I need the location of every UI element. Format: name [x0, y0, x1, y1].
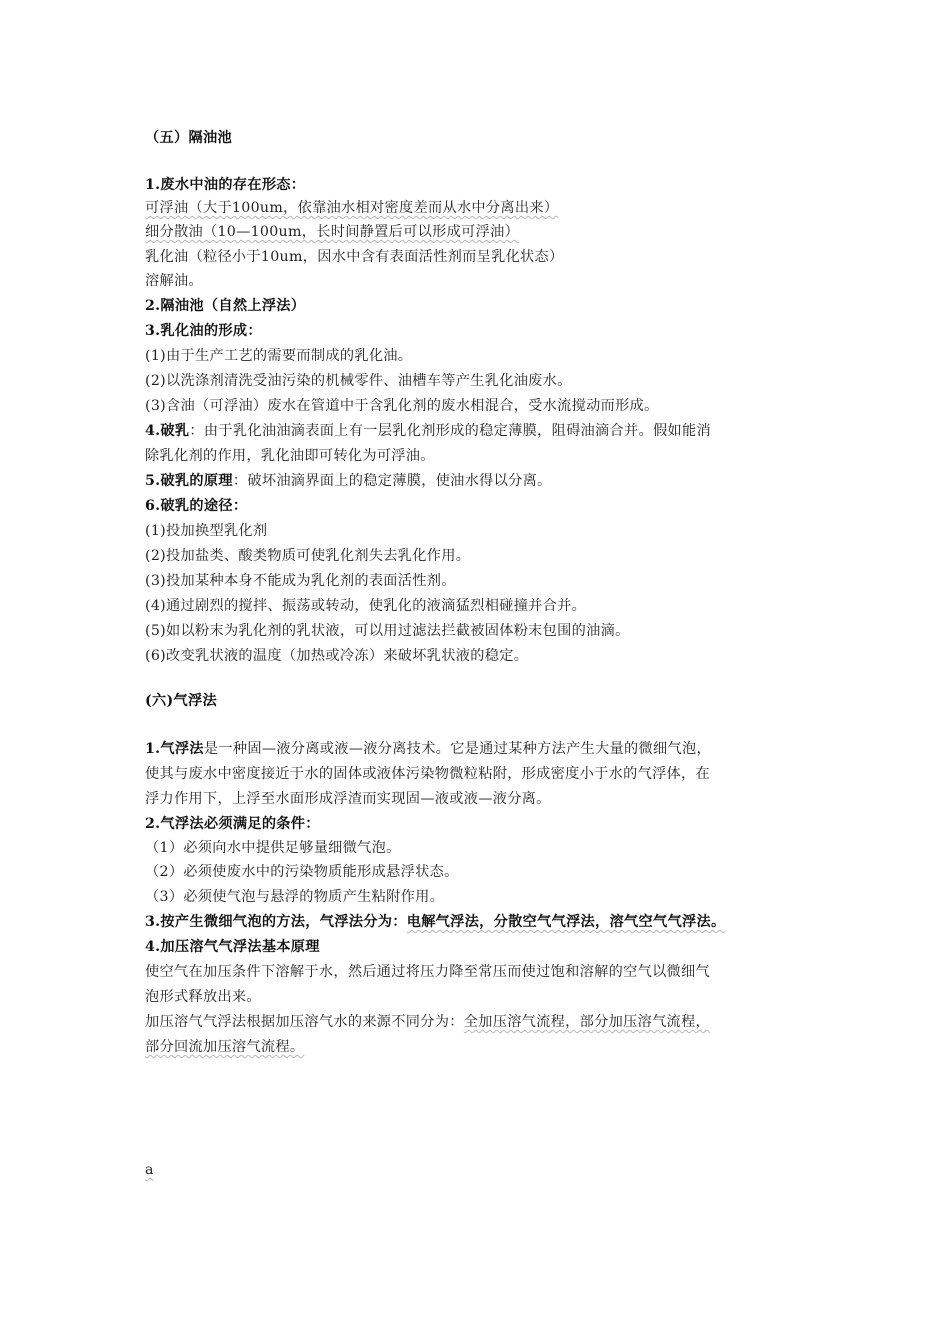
demulsification-label: 4.破乳 [145, 423, 190, 439]
method-item-5: (5)如以粉末为乳化剂的乳状液，可以用过滤法拦截被固体粉末包围的油滴。 [145, 623, 630, 639]
formation-item-3: (3)含油（可浮油）废水在管道中于含乳化剂的废水相混合，受水流搅动而形成。 [145, 398, 659, 414]
method-item-4: (4)通过剧烈的搅拌、振荡或转动，使乳化的液滴猛烈相碰撞并合并。 [145, 598, 587, 614]
condition-item-3: （3）必须使气泡与悬浮的物质产生粘附作用。 [145, 889, 445, 905]
oil-type-floatable-text: 可浮油（大于100um，依靠油水相对密度差而从水中分离出来） [145, 200, 559, 216]
heading-oil-separator-method: 2.隔油池（自然上浮法） [145, 298, 306, 314]
classification-types: 电解气浮法，分散空气气浮法，溶气空气气浮法。 [406, 914, 726, 930]
method-item-1: (1)投加换型乳化剂 [145, 523, 268, 539]
pressurized-process-types-cont [145, 1037, 304, 1057]
method-item-6: (6)改变乳状液的温度（加热或冷冻）来破坏乳状液的稳定。 [145, 648, 529, 664]
method-item-3: (3)投加某种本身不能成为乳化剂的表面活性剂。 [145, 573, 456, 589]
section-heading-oil-separator: （五）隔油池 [145, 130, 232, 146]
condition-item-1: （1）必须向水中提供足够量细微气泡。 [145, 840, 401, 856]
principle-text-2: 泡形式释放出来。 [145, 989, 261, 1005]
principle-label: 5.破乳的原理 [145, 473, 233, 489]
process-types-list: 全加压溶气流程，部分加压溶气流程， [463, 1014, 711, 1030]
flotation-classification [145, 912, 725, 932]
heading-flotation-conditions: 2.气浮法必须满足的条件： [145, 816, 320, 832]
heading-pressurized-principle: 4.加压溶气气浮法基本原理 [145, 939, 320, 955]
heading-oil-forms: 1.废水中油的存在形态： [145, 177, 306, 193]
process-types-lead: 加压溶气气浮法根据加压溶气水的来源不同分为： [145, 1014, 464, 1030]
footer-mark-text: a [145, 1162, 154, 1178]
heading-emulsion-formation: 3.乳化油的形成： [145, 323, 262, 339]
footer-mark [145, 1160, 154, 1180]
principle-text: ：破坏油滴界面上的稳定薄膜，使油水得以分离。 [232, 473, 552, 489]
oil-type-dispersed [145, 222, 519, 242]
formation-item-1: (1)由于生产工艺的需要而制成的乳化油。 [145, 348, 413, 364]
process-types-list-cont: 部分回流加压溶气流程。 [145, 1039, 305, 1055]
flotation-text-3: 浮力作用下，上浮至水面形成浮渣而实现固—液或液—液分离。 [145, 791, 551, 807]
method-item-2: (2)投加盐类、酸类物质可使乳化剂失去乳化作用。 [145, 548, 471, 564]
principle-text-1: 使空气在加压条件下溶解于水，然后通过将压力降至常压而使过饱和溶解的空气以微细气 [145, 964, 711, 980]
formation-item-2: (2)以洗涤剂清洗受油污染的机械零件、油槽车等产生乳化油废水。 [145, 373, 572, 389]
demulsification-text: ：由于乳化油油滴表面上有一层乳化剂形成的稳定薄膜，阻碍油滴合并。假如能消 [189, 423, 711, 439]
demulsification-paragraph [145, 421, 711, 441]
demulsification-paragraph-cont: 除乳化剂的作用，乳化油即可转化为可浮油。 [145, 448, 435, 464]
oil-type-dissolved: 溶解油。 [145, 273, 203, 289]
flotation-text-1: 是一种固—液分离或液—液分离技术。它是通过某种方法产生大量的微细气泡， [203, 741, 711, 757]
condition-item-2: （2）必须使废水中的污染物质能形成悬浮状态。 [145, 864, 459, 880]
demulsification-principle [145, 471, 552, 491]
flotation-text-2: 使其与废水中密度接近于水的固体或液体污染物微粒粘附，形成密度小于水的气浮体，在 [145, 766, 711, 782]
oil-type-dispersed-text: 细分散油（10—100um，长时间静置后可以形成可浮油） [145, 224, 520, 240]
heading-demulsification-methods: 6.破乳的途径： [145, 498, 248, 514]
pressurized-process-types [145, 1012, 710, 1032]
classification-lead: 3.按产生微细气泡的方法，气浮法分为： [145, 914, 407, 930]
oil-type-floatable [145, 198, 558, 218]
section-heading-flotation: (六)气浮法 [145, 693, 217, 709]
flotation-definition [145, 739, 711, 759]
oil-type-emulsified: 乳化油（粒径小于10um，因水中含有表面活性剂而呈乳化状态） [145, 249, 564, 265]
flotation-label: 1.气浮法 [145, 741, 204, 757]
